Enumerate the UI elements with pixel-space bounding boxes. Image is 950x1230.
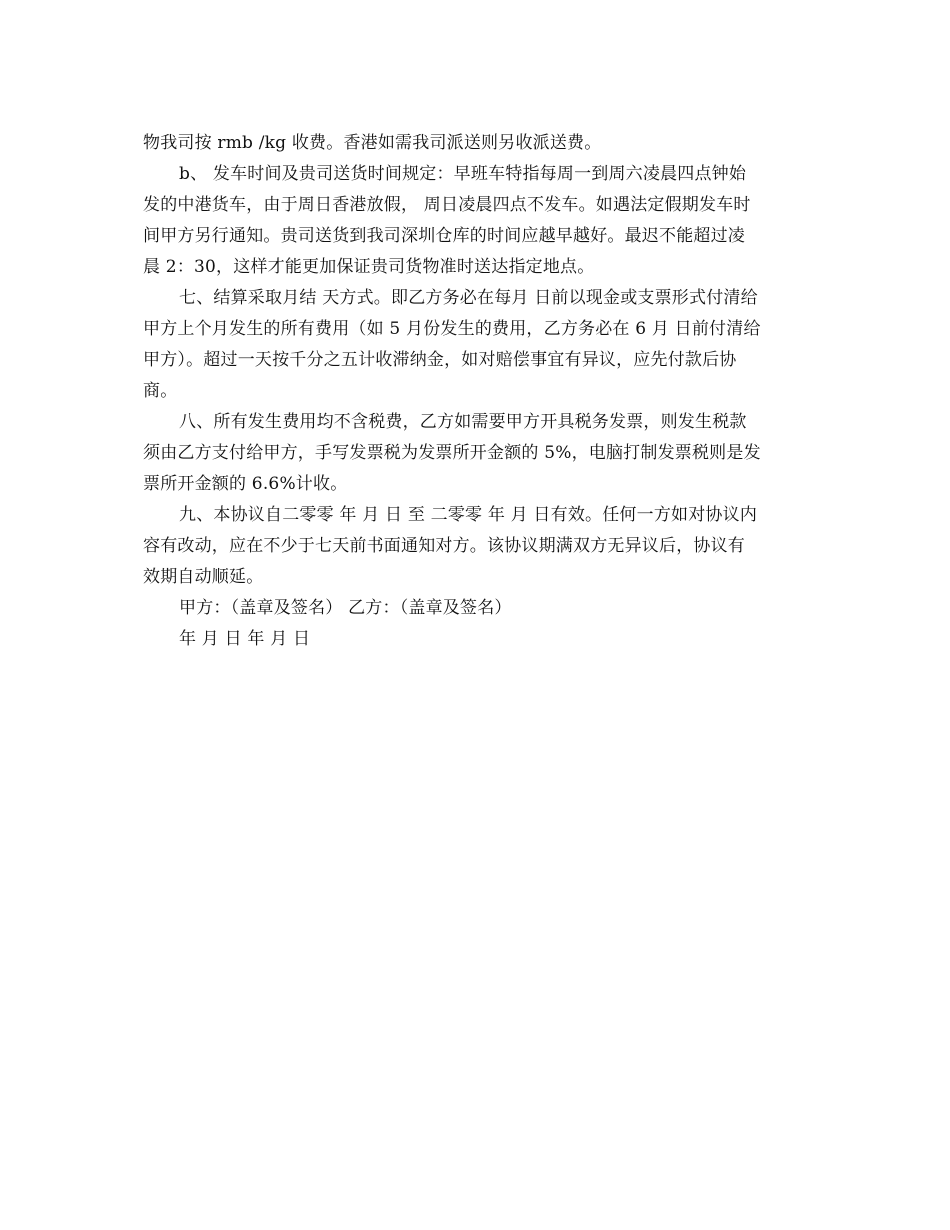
- text-line: 须由乙方支付给甲方，手写发票税为发票所开金额的 5%，电脑打制发票税则是发: [143, 443, 761, 463]
- text-line: 物我司按 rmb /kg 收费。香港如需我司派送则另收派送费。: [143, 133, 602, 153]
- text-line: 间甲方另行通知。贵司送货到我司深圳仓库的时间应越早越好。最迟不能超过凌: [143, 226, 745, 246]
- text-line: 晨 2：30，这样才能更加保证贵司货物准时送达指定地点。: [143, 257, 595, 277]
- text-line: 甲方上个月发生的所有费用（如 5 月份发生的费用，乙方务必在 6 月 日前付清给: [143, 319, 761, 339]
- text-line: 七、结算采取月结 天方式。即乙方务必在每月 日前以现金或支票形式付清给: [179, 288, 758, 308]
- text-line: 发的中港货车，由于周日香港放假， 周日凌晨四点不发车。如遇法定假期发车时: [143, 195, 751, 215]
- text-line: 九、本协议自二零零 年 月 日 至 二零零 年 月 日有效。任何一方如对协议内: [179, 505, 758, 525]
- text-line: 票所开金额的 6.6%计收。: [143, 474, 348, 494]
- text-line: 容有改动，应在不少于七天前书面通知对方。该协议期满双方无异议后，协议有: [143, 536, 745, 556]
- text-line: 甲方）。超过一天按千分之五计收滞纳金，如对赔偿事宜有异议，应先付款后协: [143, 350, 737, 370]
- text-line: 效期自动顺延。: [143, 567, 264, 587]
- date-line: 年 月 日 年 月 日: [179, 629, 311, 649]
- text-line: 商。: [143, 381, 178, 401]
- document-page: [143, 128, 813, 655]
- text-line: 八、所有发生费用均不含税费，乙方如需要甲方开具税务发票，则发生税款: [179, 412, 747, 432]
- text-line: b、 发车时间及贵司送货时间规定：早班车特指每周一到周六凌晨四点钟始: [179, 164, 747, 184]
- signature-line: 甲方：（盖章及签名） 乙方：（盖章及签名）: [179, 598, 512, 618]
